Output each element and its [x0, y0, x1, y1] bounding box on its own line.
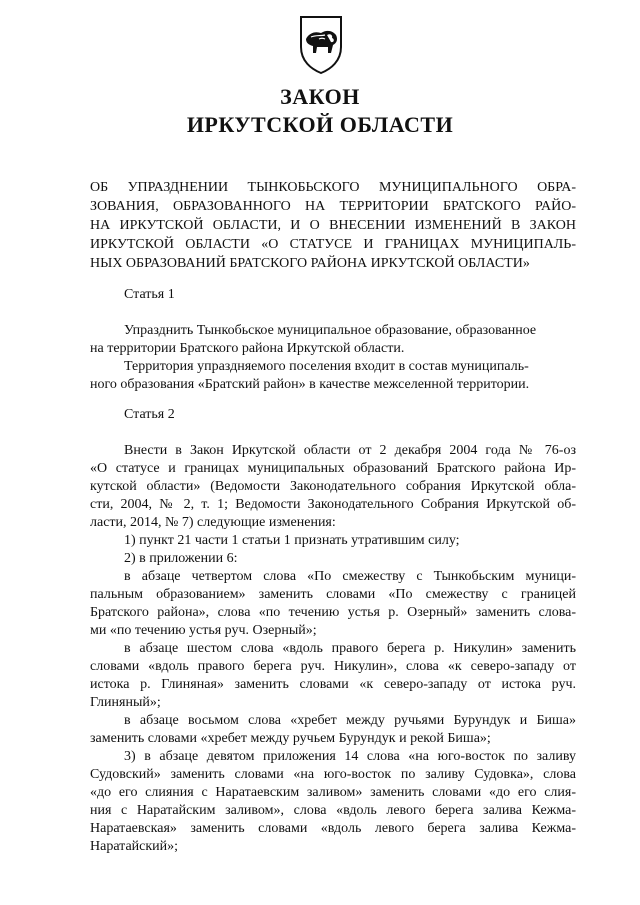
- text-line: истока р. Глиняная» заменить словами «к северо-западу от истока руч.: [90, 677, 576, 692]
- article-2-paragraph-1: [90, 442, 576, 532]
- text-line: словами «вдоль правого берега руч. Никулин», слова «к северо-западу от: [90, 659, 576, 674]
- text-line: сти, 2004, № 2, т. 1; Ведомости Законодательного Собрания Иркутской об-: [90, 497, 576, 512]
- amendment-item-3: [90, 748, 576, 856]
- text-line: Внести в Закон Иркутской области от 2 декабря 2004 года № 76-оз: [124, 443, 576, 458]
- text-line: Территория упраздняемого поселения входит в состав муниципаль-: [124, 359, 529, 374]
- text-line: ного образования «Братский район» в качестве межселенной территории.: [90, 377, 530, 392]
- article-1-paragraph-2: [90, 358, 576, 394]
- heading-line: ЗОВАНИЯ, ОБРАЗОВАННОГО НА ТЕРРИТОРИИ БРАТСКОГО РАЙО-: [90, 199, 576, 214]
- text-line: на территории Братского района Иркутской области.: [90, 341, 405, 356]
- amendment-paragraph-6: [90, 640, 576, 712]
- text-line: ласти, 2014, № 7) следующие изменения:: [90, 515, 336, 530]
- text-line: в абзаце шестом слова «вдоль правого берега р. Никулин» заменить: [124, 641, 576, 656]
- amendment-item-2: 2) в приложении 6:: [124, 551, 238, 566]
- text-line: Наратайский»;: [90, 839, 179, 854]
- text-line: кутской области» (Ведомости Законодательного собрания Иркутской обла-: [90, 479, 576, 494]
- amendment-paragraph-8: [90, 712, 576, 748]
- article-2-label: Статья 2: [124, 407, 175, 422]
- law-title: ЗАКОН: [280, 84, 360, 109]
- amendment-item-1: 1) пункт 21 части 1 статьи 1 признать утратившим силу;: [124, 533, 460, 548]
- text-line: 3) в абзаце девятом приложения 14 слова «на юго-восток по заливу: [124, 749, 576, 764]
- text-line: Братского района», слова «по течению устья р. Озерный» заменить слова-: [90, 605, 576, 620]
- text-line: ми «по течению устья руч. Озерный»;: [90, 623, 317, 638]
- text-line: Глиняный»;: [90, 695, 161, 710]
- text-line: в абзаце восьмом слова «хребет между ручьями Бурундук и Биша»: [124, 713, 576, 728]
- heading-line: НА ИРКУТСКОЙ ОБЛАСТИ, И О ВНЕСЕНИИ ИЗМЕНЕНИЙ В ЗАКОН: [90, 218, 576, 233]
- text-line: в абзаце четвертом слова «По смежеству с Тынкобьским муници-: [124, 569, 576, 584]
- heading-line: ОБ УПРАЗДНЕНИИ ТЫНКОБЬСКОГО МУНИЦИПАЛЬНОГО ОБРА-: [90, 180, 576, 195]
- text-line: заменить словами «хребет между ручьем Бурундук и рекой Биша»;: [90, 731, 491, 746]
- text-line: Упразднить Тынкобьское муниципальное образование, образованное: [124, 323, 537, 338]
- heading-line: НЫХ ОБРАЗОВАНИЙ БРАТСКОГО РАЙОНА ИРКУТСКОЙ ОБЛАСТИ»: [90, 256, 530, 271]
- text-line: Наратаевская» заменить словами «вдоль левого берега залива Кежма-: [90, 821, 576, 836]
- article-1-label: Статья 1: [124, 287, 175, 302]
- text-line: пальным образованием» заменить словами «По смежеству с границей: [90, 587, 576, 602]
- law-heading: [90, 178, 576, 273]
- irkutsk-coat-of-arms-icon: [297, 13, 345, 75]
- law-region-title: ИРКУТСКОЙ ОБЛАСТИ: [186, 112, 454, 137]
- text-line: «до его слияния с Наратаевским заливом» заменить словами «до его слия-: [90, 785, 576, 800]
- amendment-paragraph-4: [90, 568, 576, 640]
- text-line: ния с Наратайским заливом», слова «вдоль левого берега залива Кежма-: [90, 803, 576, 818]
- text-line: «О статусе и границах муниципальных образований Братского района Ир-: [90, 461, 576, 476]
- article-1-paragraph-1: [90, 322, 576, 358]
- heading-line: ИРКУТСКОЙ ОБЛАСТИ «О СТАТУСЕ И ГРАНИЦАХ МУНИЦИПАЛЬ-: [90, 237, 576, 252]
- text-line: Судовский» заменить словами «на юго-восток по заливу Судовка», слова: [90, 767, 576, 782]
